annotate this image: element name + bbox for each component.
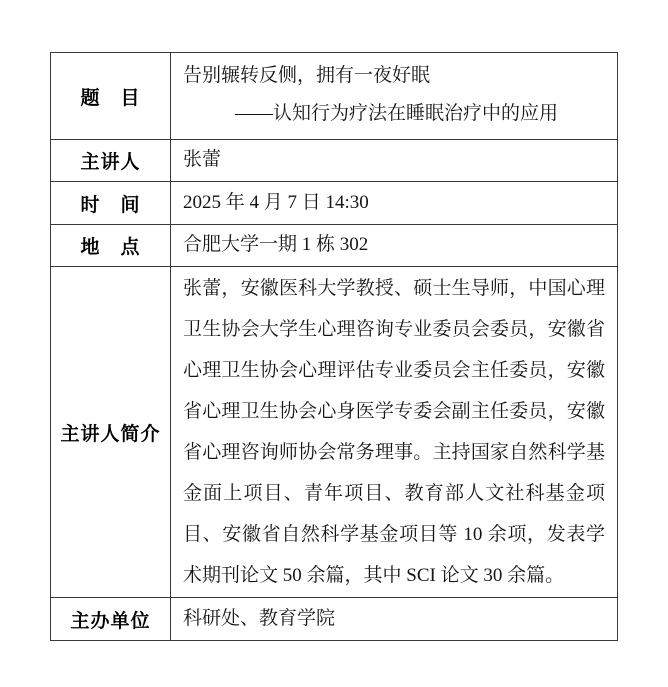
- table-row-location: [51, 225, 618, 267]
- table-row-organizer: [51, 598, 618, 641]
- row-label-speaker: 主讲人: [51, 140, 171, 182]
- speaker-bio-text: 张蕾，安徽医科大学教授、硕士生导师，中国心理卫生协会大学生心理咨询专业委员会委员，安徽省心理卫生协会心理评估专业委员会主任委员，安徽省心理卫生协会心身医学专委会副主任委员，安徽省心理咨询师协会常务理事。主持国家自然科学基金面上项目、青年项目、教育部人文社科基金项目、安徽省自然科学基金项目等 10 余项，发表学术期刊论文 50 余篇，其中 SCI 论文 30 余篇。: [183, 278, 605, 586]
- table-row-speaker-bio: [51, 267, 618, 598]
- row-label-organizer: 主办单位: [51, 598, 171, 641]
- lecture-title-line-1: 告别辗转反侧，拥有一夜好眠: [183, 65, 431, 86]
- table-row-title: [51, 53, 618, 140]
- row-label-time: 时 间: [51, 182, 171, 225]
- lecture-time: 2025 年 4 月 7 日 14:30: [171, 182, 618, 225]
- speaker-bio-cell: [171, 267, 618, 598]
- table-row-speaker: [51, 140, 618, 182]
- speaker-name: 张蕾: [171, 140, 618, 182]
- lecture-location: 合肥大学一期 1 栋 302: [171, 225, 618, 267]
- lecture-info-table: [50, 52, 618, 641]
- row-label-title: 题 目: [51, 53, 171, 140]
- row-label-location: 地 点: [51, 225, 171, 267]
- table-row-time: [51, 182, 618, 225]
- organizer-names: 科研处、教育学院: [171, 598, 618, 641]
- title-value-cell: [171, 53, 618, 140]
- row-label-speaker-bio: 主讲人简介: [51, 267, 171, 598]
- lecture-title-line-2: ——认知行为疗法在睡眠治疗中的应用: [235, 103, 559, 124]
